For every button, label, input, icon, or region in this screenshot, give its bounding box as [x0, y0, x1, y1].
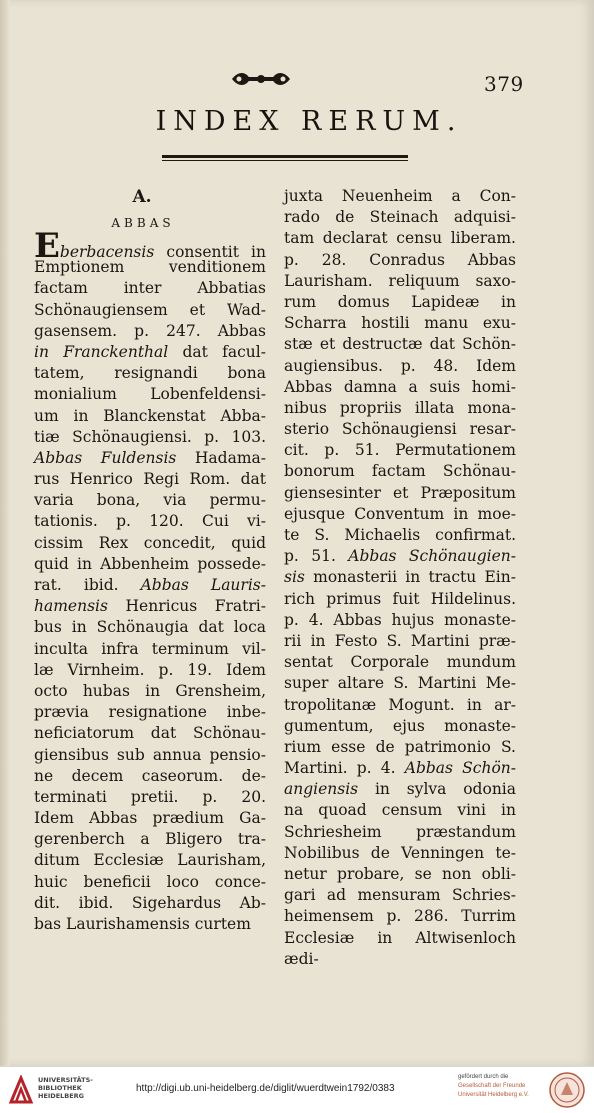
text-line: rum domus Lapideæ in — [284, 292, 516, 311]
text-line: Laurisham. reliquum saxo- — [284, 271, 516, 290]
right-column — [284, 186, 516, 970]
page-title: INDEX RERUM. — [155, 106, 463, 137]
text-line: tationis. p. 120. Cui vi- — [34, 512, 266, 531]
text-line: nibus propriis illata mona- — [284, 398, 516, 417]
text-line: quid in Abbenheim possede- — [34, 554, 266, 573]
text-line: giensesinter et Præpositum — [284, 483, 516, 502]
text-line: Eberbacensis consentit in — [34, 226, 266, 266]
text-line: varia bona, via permu- — [34, 491, 266, 510]
text-line: Abbas Fuldensis Hadama- — [34, 448, 266, 467]
text-line: super altare S. Martini Me- — [284, 674, 516, 693]
text-line: rus Henrico Regi Rom. dat — [34, 470, 266, 489]
source-url-link[interactable]: http://digi.ub.uni-heidelberg.de/diglit/wuerdtwein1792/0383 — [136, 1083, 395, 1094]
text-line: rado de Steinach adquisi- — [284, 208, 516, 227]
text-line: juxta Neuenheim a Con- — [284, 187, 516, 205]
text-line: bas Laurishamensis curtem — [34, 915, 251, 933]
text-line: neficiatorum dat Schönau- — [34, 724, 266, 743]
text-line: rich primus fuit Hildelinus. — [284, 589, 516, 608]
text-line: tatem, resignandi bona — [34, 364, 266, 383]
text-line: netur probare, se non obli- — [284, 865, 516, 883]
text-line: bonorum factam Schönau- — [284, 462, 516, 481]
text-line: augiensibus. p. 48. Idem — [284, 356, 516, 375]
right-text-lines — [284, 186, 516, 970]
page-edge-shadow — [0, 0, 10, 1066]
text-line: na quoad censum vini in — [284, 801, 516, 820]
text-line: sterio Schönaugiensi resar- — [284, 420, 516, 439]
entry-heading: ABBAS — [111, 216, 175, 230]
text-line: huic beneficii loco conce- — [34, 872, 266, 891]
text-line: giensibus sub annua pensio- — [34, 745, 266, 764]
text-line: sis monasterii in tractu Ein- — [284, 568, 516, 587]
text-line: tiæ Schönaugiensi. p. 103. — [34, 427, 266, 446]
funder-name: Gesellschaft der Freunde Universität Heidelberg e.V. — [458, 1083, 529, 1098]
title-rule-thick — [162, 155, 408, 158]
title-rule-thin — [162, 160, 408, 161]
text-line: Schriesheim præstandum — [284, 822, 516, 841]
text-line: Scharra hostili manu exu- — [284, 314, 516, 333]
text-line: Idem Abbas prædium Ga- — [34, 809, 266, 828]
text-line: rii in Festo S. Martini præ- — [284, 631, 516, 650]
text-line: heimensem p. 286. Turrim — [284, 907, 516, 926]
section-letter: A. — [132, 187, 152, 207]
funded-by-text: gefördert durch die — [458, 1074, 509, 1080]
digital-library-footer — [0, 1066, 594, 1113]
text-line: monialium Lobenfeldensi- — [34, 385, 266, 404]
text-line: p. 4. Abbas hujus monaste- — [284, 610, 516, 629]
text-line: tropolitanæ Mogunt. in ar- — [284, 695, 516, 714]
text-line: læ Virnheim. p. 19. Idem — [34, 660, 266, 679]
text-line: gari ad mensuram Schries- — [284, 886, 516, 905]
text-line: bus in Schönaugia dat loca — [34, 618, 266, 637]
left-text-lines — [34, 226, 266, 935]
funding-note — [458, 1073, 548, 1100]
text-line: um in Blanckenstat Abba- — [34, 406, 266, 425]
text-line: gumentum, ejus monaste- — [284, 716, 516, 735]
left-column — [34, 186, 266, 935]
text-line: gasensem. p. 247. Abbas — [34, 321, 266, 340]
text-line: inculta infra terminum vil- — [34, 639, 266, 658]
text-line: stæ et destructæ dat Schön- — [284, 335, 516, 354]
text-line: tam declarat censu liberam. — [284, 229, 516, 248]
text-line: octo hubas in Grensheim, — [34, 681, 266, 700]
text-line: Ecclesiæ in Altwisenloch — [284, 928, 516, 947]
text-line: rium esse de patrimonio S. — [284, 737, 516, 756]
text-line: ditum Ecclesiæ Laurisham, — [34, 851, 266, 870]
text-line: sentat Corporale mundum — [284, 653, 516, 672]
text-line: Abbas damna a suis homi- — [284, 377, 516, 396]
text-line: factam inter Abbatias — [34, 279, 266, 298]
text-line: in Franckenthal dat facul- — [34, 342, 266, 361]
text-line: ne decem caseorum. de- — [34, 766, 266, 785]
text-line: Martini. p. 4. Abbas Schön- — [284, 759, 516, 778]
text-line: te S. Michaelis confirmat. — [284, 526, 516, 544]
text-line: dit. ibid. Sigehardus Ab- — [34, 893, 266, 912]
text-line: cissim Rex concedit, quid — [34, 533, 266, 552]
page-number: 379 — [484, 72, 524, 96]
text-line: prævia resignatione inbe- — [34, 703, 266, 722]
text-line: Schönaugiensem et Wad- — [34, 300, 266, 319]
text-line: Nobilibus de Venningen te- — [284, 843, 516, 862]
text-line: terminati pretii. p. 20. — [34, 787, 266, 806]
text-line: ædi- — [284, 949, 319, 968]
text-line: rat. ibid. Abbas Lauris- — [34, 576, 266, 594]
printer-ornament-icon — [228, 68, 294, 90]
library-name: UNIVERSITÄTS- BIBLIOTHEK HEIDELBERG — [38, 1076, 93, 1100]
text-line: cit. p. 51. Permutationem — [284, 441, 516, 460]
text-line: angiensis in sylva odonia — [284, 780, 516, 799]
text-line: gerenberch a Bligero tra- — [34, 830, 266, 849]
text-line: p. 28. Conradus Abbas — [284, 250, 516, 269]
text-line: Emptionem venditionem — [34, 258, 266, 277]
text-line: hamensis Henricus Fratri- — [34, 597, 266, 616]
society-seal-icon — [548, 1071, 586, 1109]
text-line: p. 51. Abbas Schönaugien- — [284, 547, 516, 566]
text-line: ejusque Conventum in moe- — [284, 504, 516, 523]
university-library-logo-icon — [8, 1075, 34, 1105]
